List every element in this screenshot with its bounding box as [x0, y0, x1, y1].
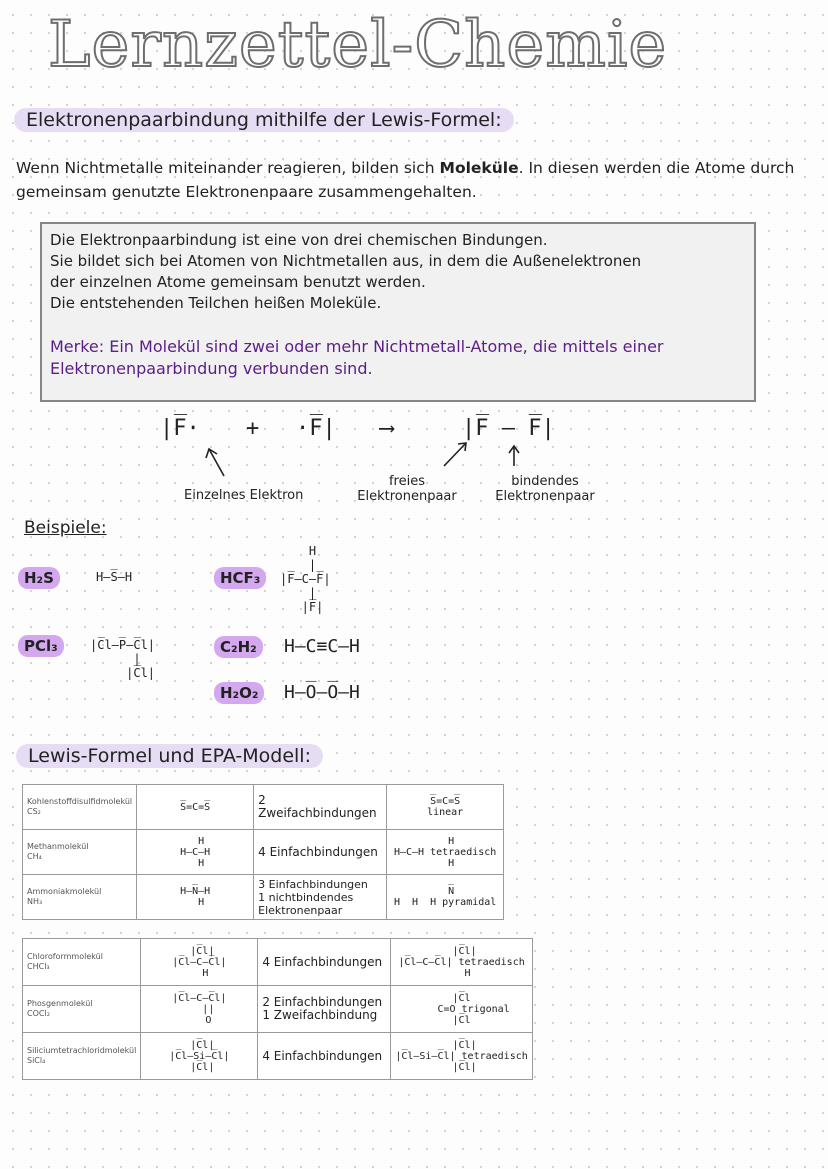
formula-hcf3: H | |F̅—C—F̅| | |F̅| — [280, 544, 331, 614]
formula-c2h2: H—C≡C—H — [284, 636, 360, 657]
cell-lewis: S̅=C=S̅ — [137, 785, 254, 830]
cell-bonds: 2 Zweifachbindungen — [254, 785, 387, 830]
table-row — [23, 875, 504, 920]
molecule-badge-pcl3: PCl₃ — [18, 635, 64, 657]
section-heading-epa: Lewis-Formel und EPA-Modell: — [16, 744, 323, 768]
label-binding-electron-pair: bindendes Elektronenpaar — [495, 474, 595, 504]
cell-bonds: 3 Einfachbindungen 1 nichtbindendes Elektronenpaar — [254, 875, 387, 920]
epa-table-1 — [22, 784, 504, 920]
cell-epa: |C̅l C=O trigonal |C̅l — [391, 986, 532, 1033]
table-row — [23, 785, 504, 830]
intro-text-2: . In diesen werden die Atome durch gemeinsam genutzte Elektronenpaare zusammengehalten. — [16, 159, 795, 201]
table-row — [23, 830, 504, 875]
cell-epa: S̅=C=S̅ linear — [387, 785, 504, 830]
definition-line: Sie bildet sich bei Atomen von Nichtmetallen aus, in dem die Außenelektronen — [50, 252, 642, 270]
label-free-electron-pair: freies Elektronenpaar — [357, 474, 457, 504]
table-row — [23, 1033, 533, 1080]
table-row — [23, 939, 533, 986]
equation-right: |F̅ — F̅| — [462, 416, 555, 441]
cell-epa: N̅ H H H pyramidal — [387, 875, 504, 920]
cell-bonds: 2 Einfachbindungen 1 Zweifachbindung — [258, 986, 391, 1033]
note-merke: Merke: Ein Molekül sind zwei oder mehr Nichtmetall-Atome, die mittels einer Elektronenpaarbindung verbunden sind. — [50, 337, 664, 378]
intro-bold-term: Moleküle — [439, 159, 519, 177]
cell-lewis: H—N̅—H H — [137, 875, 254, 920]
formula-h2s: H—S̅—H — [96, 570, 133, 584]
equation-middle: ·F̅| — [296, 416, 336, 441]
molecule-badge-h2s: H₂S — [18, 567, 60, 589]
cell-lewis: |C̅l—C—C̅l| || O — [141, 986, 258, 1033]
cell-molecule-name: Ammoniakmolekül NH₃ — [23, 875, 137, 920]
cell-molecule-name: Phosgenmolekül COCl₂ — [23, 986, 141, 1033]
definition-line: Die Elektronpaarbindung ist eine von drei chemischen Bindungen. — [50, 231, 548, 249]
cell-lewis: |C̅l| |C̅l—Si—C̅l| |C̅l| — [141, 1033, 258, 1080]
cell-lewis: |C̅l| |C̅l—C—C̅l| H — [141, 939, 258, 986]
cell-molecule-name: Methanmolekül CH₄ — [23, 830, 137, 875]
cell-bonds: 4 Einfachbindungen — [258, 1033, 391, 1080]
cell-epa: |C̅l| |C̅l—C—C̅l| tetraedisch H — [391, 939, 532, 986]
cell-epa: |C̅l| |C̅l—Si—C̅l| tetraedisch |C̅l| — [391, 1033, 532, 1080]
cell-bonds: 4 Einfachbindungen — [258, 939, 391, 986]
intro-text-1: Wenn Nichtmetalle miteinander reagieren, bilden sich — [16, 159, 440, 177]
definition-line: Die entstehenden Teilchen heißen Moleküle. — [50, 294, 382, 312]
cell-bonds: 4 Einfachbindungen — [254, 830, 387, 875]
formula-pcl3: |C̅l—P̅—C̅l| | |C̅l| — [90, 638, 156, 680]
equation-plus: + — [246, 416, 260, 441]
section-heading-lewis: Elektronenpaarbindung mithilfe der Lewis-Formel: — [14, 108, 514, 132]
molecule-badge-h2o2: H₂O₂ — [214, 682, 264, 704]
cell-molecule-name: Siliciumtetrachloridmolekül SiCl₄ — [23, 1033, 141, 1080]
molecule-badge-hcf3: HCF₃ — [214, 567, 266, 589]
formula-h2o2: H—O̅—O̅—H — [284, 682, 360, 703]
table-row — [23, 986, 533, 1033]
definition-line: der einzelnen Atome gemeinsam benutzt werden. — [50, 273, 426, 291]
cell-molecule-name: Kohlenstoffdisulfidmolekül CS₂ — [23, 785, 137, 830]
equation-left: |F̅· — [160, 416, 200, 441]
molecule-badge-c2h2: C₂H₂ — [214, 636, 263, 658]
cell-molecule-name: Chloroformmolekül CHCl₃ — [23, 939, 141, 986]
examples-heading: Beispiele: — [24, 518, 107, 538]
cell-lewis: H H—C—H H — [137, 830, 254, 875]
epa-table-2 — [22, 938, 533, 1080]
page-title: Lernzettel-Chemie — [48, 8, 668, 82]
cell-epa: H H—C—H tetraedisch H — [387, 830, 504, 875]
reaction-arrow: ⟶ — [380, 416, 394, 441]
label-single-electron: Einzelnes Elektron — [184, 488, 304, 503]
